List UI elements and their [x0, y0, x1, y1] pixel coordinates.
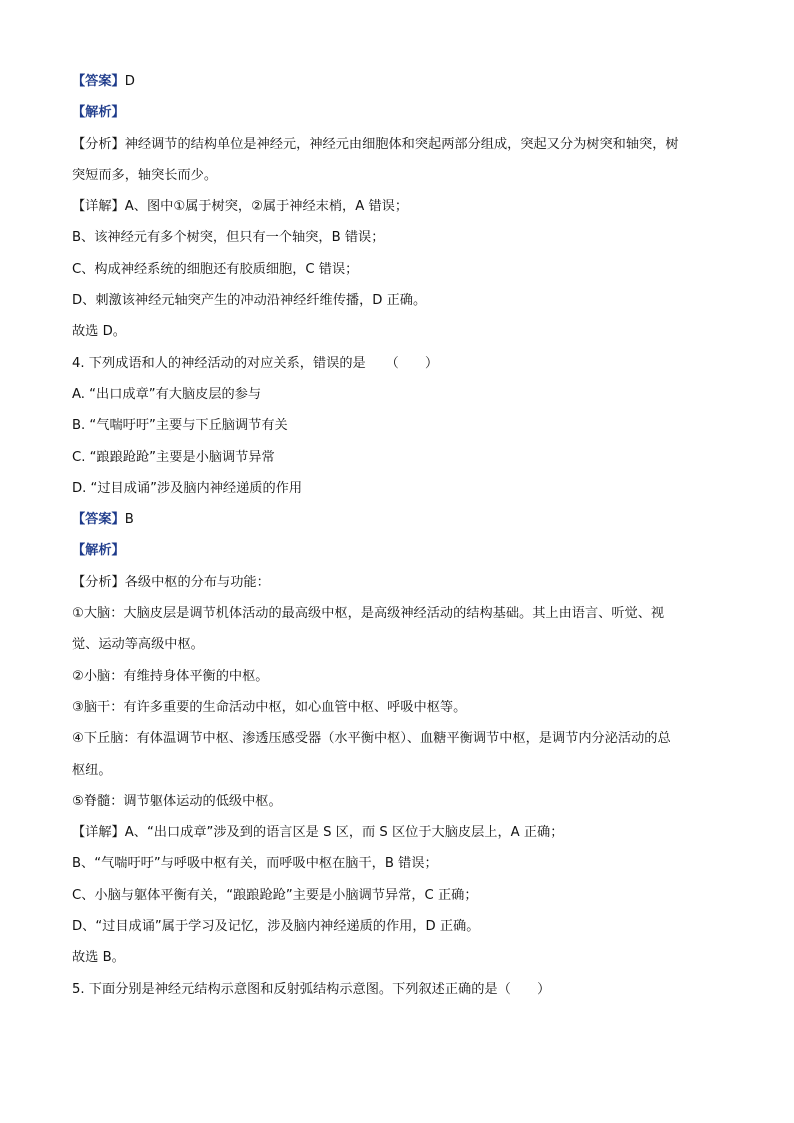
q4-center-line: ①大脑：大脑皮层是调节机体活动的最高级中枢，是高级神经活动的结构基础。其上由语言、听觉、视 — [72, 606, 665, 622]
q4-option-a: A. “出口成章”有大脑皮层的参与 — [72, 386, 262, 402]
xiangjie-text: A、“出口成章”涉及到的语言区是 S 区，而 S 区位于大脑皮层上，A 正确； — [124, 825, 564, 841]
xiangjie-tag: 【详解】 — [72, 199, 125, 215]
answer-value: B — [124, 512, 134, 528]
q3-xiangjie-c: C、构成神经系统的细胞还有胶质细胞，C 错误； — [72, 261, 359, 277]
q3-fenxi-line-1 — [72, 129, 704, 160]
analysis-tag: 【解析】 — [72, 105, 125, 121]
q4-center-line: 枢纽。 — [72, 762, 112, 778]
q4-xiangjie-a — [72, 817, 704, 848]
q4-option-c: C. “踉踉跄跄”主要是小脑调节异常 — [72, 449, 275, 465]
q4-center-line: ⑤脊髓：调节躯体运动的低级中枢。 — [72, 793, 282, 809]
fenxi-tag: 【分析】 — [72, 136, 125, 152]
q3-xiangjie-d: D、刺激该神经元轴突产生的冲动沿神经纤维传播，D 正确。 — [72, 293, 427, 309]
q4-stem: 4. 下列成语和人的神经活动的对应关系，错误的是 （ ） — [72, 355, 439, 371]
q4-xiangjie-b: B、“气喘吁吁”与呼吸中枢有关，而呼吸中枢在脑干，B 错误； — [72, 856, 438, 872]
q4-center-line: ④下丘脑：有体温调节中枢、渗透压感受器（水平衡中枢）、血糖平衡调节中枢，是调节内分泌活动的总 — [72, 731, 671, 747]
q4-center-line: ②小脑：有维持身体平衡的中枢。 — [72, 668, 269, 684]
answer-tag: 【答案】 — [72, 74, 125, 89]
q3-fenxi-line-2: 突短而多，轴突长而少。 — [72, 167, 218, 183]
q4-center-line: ③脑干：有许多重要的生命活动中枢，如心血管中枢、呼吸中枢等。 — [72, 699, 467, 715]
fenxi-text: 神经调节的结构单位是神经元，神经元由细胞体和突起两部分组成，突起又分为树突和轴突，树 — [124, 136, 679, 152]
q4-center-line: 觉、运动等高级中枢。 — [72, 637, 204, 653]
fenxi-tag: 【分析】 — [72, 574, 125, 590]
answer-tag: 【答案】 — [72, 512, 125, 528]
q4-xiangjie-c: C、小脑与躯体平衡有关，“踉踉跄跄”主要是小脑调节异常，C 正确； — [72, 887, 478, 903]
q4-option-d: D. “过目成诵”涉及脑内神经递质的作用 — [72, 480, 303, 496]
q3-xiangjie-a — [72, 191, 704, 222]
q4-analysis-heading — [72, 535, 704, 566]
q3-analysis-heading — [72, 97, 704, 128]
q5-stem: 5. 下面分别是神经元结构示意图和反射弧结构示意图。下列叙述正确的是（ ） — [72, 981, 551, 997]
q4-answer-line — [72, 504, 704, 535]
q4-conclusion: 故选 B。 — [72, 950, 125, 966]
answer-value: D — [124, 74, 135, 89]
q4-option-b: B. “气喘吁吁”主要与下丘脑调节有关 — [72, 418, 288, 434]
q4-xiangjie-d: D、“过目成诵”属于学习及记忆，涉及脑内神经递质的作用，D 正确。 — [72, 919, 480, 935]
q4-fenxi-intro — [72, 567, 704, 598]
xiangjie-text: A、图中①属于树突，②属于神经末梢，A 错误； — [124, 199, 409, 215]
analysis-tag: 【解析】 — [72, 543, 125, 559]
fenxi-text: 各级中枢的分布与功能： — [124, 574, 270, 590]
q3-conclusion: 故选 D。 — [72, 324, 126, 340]
q3-xiangjie-b: B、该神经元有多个树突，但只有一个轴突，B 错误； — [72, 230, 385, 246]
q3-answer-line — [72, 66, 704, 97]
xiangjie-tag: 【详解】 — [72, 825, 125, 841]
